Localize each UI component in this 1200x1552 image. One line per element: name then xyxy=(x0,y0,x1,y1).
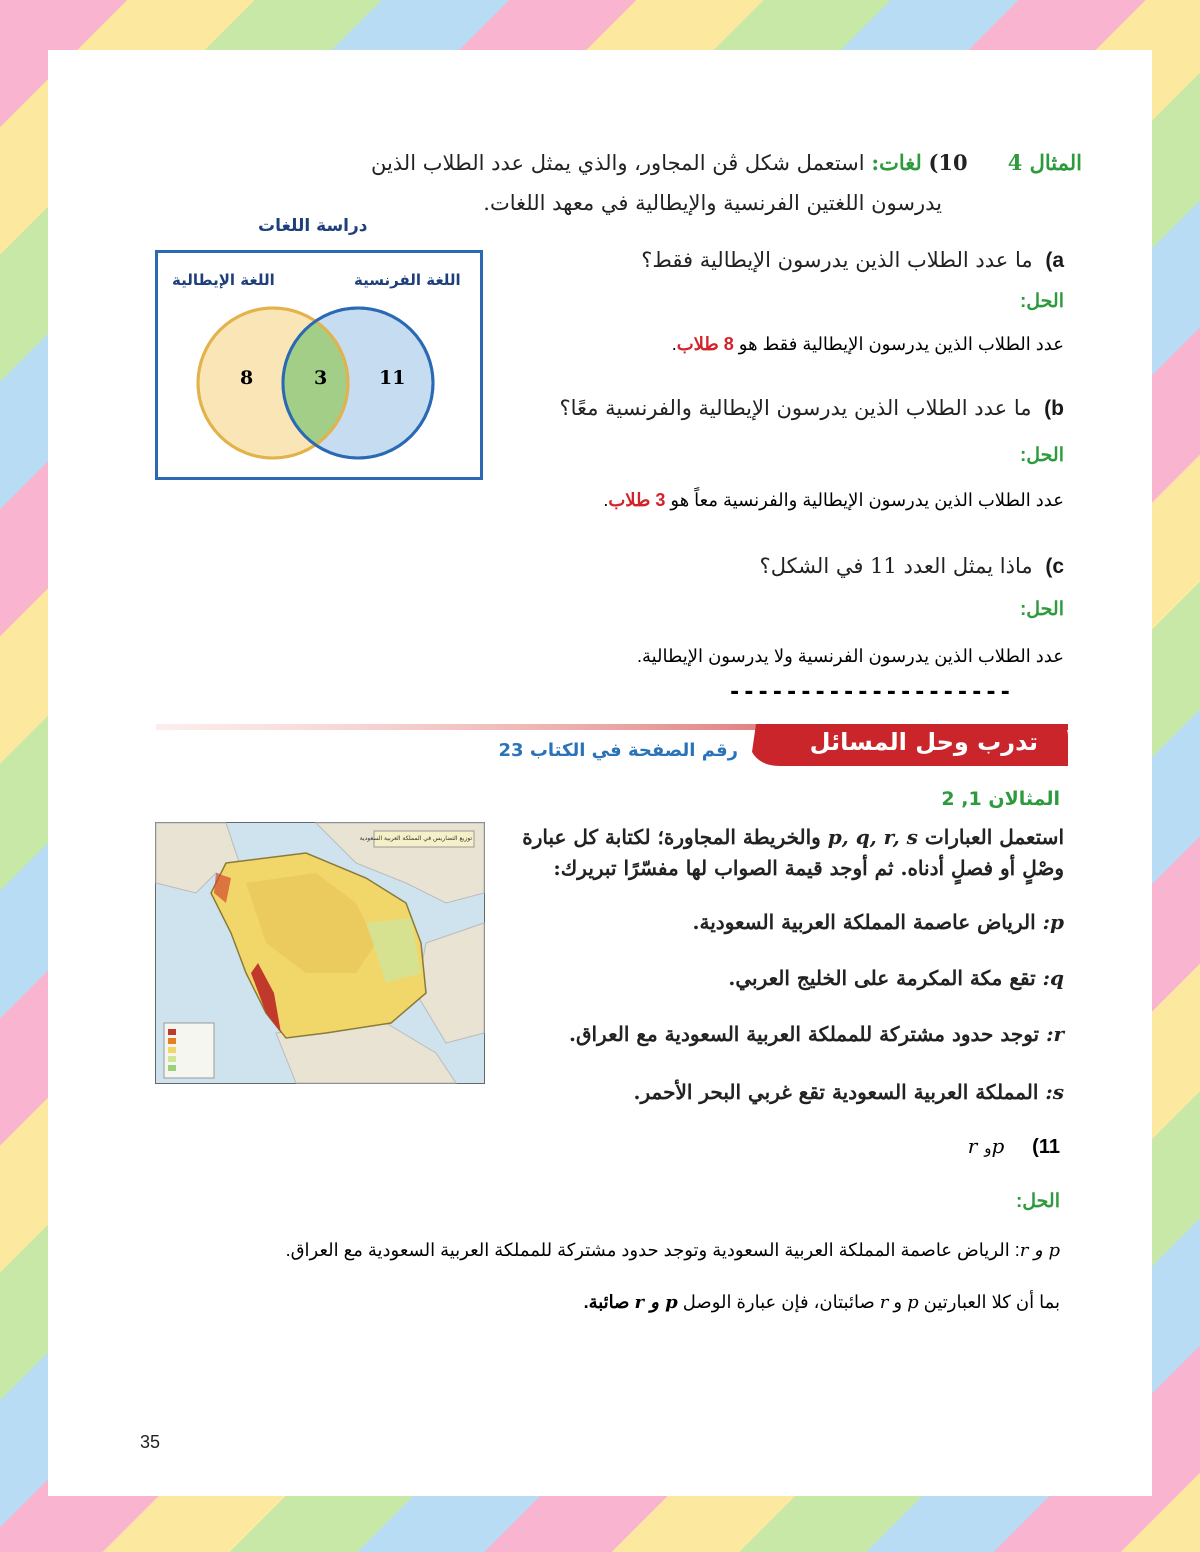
statement-q-text: تقع مكة المكرمة على الخليج العربي. xyxy=(728,966,1036,990)
answer-b-highlight: 3 طلاب xyxy=(608,490,666,510)
solution-label-a: الحل: xyxy=(1019,291,1064,312)
saudi-arabia-map xyxy=(155,822,485,1084)
solution-label-11: الحل: xyxy=(1015,1191,1060,1212)
answer-a: عدد الطلاب الذين يدرسون الإيطالية فقط هو 8 طلاب. xyxy=(671,334,1064,354)
statement-p-text: الرياض عاصمة المملكة العربية السعودية. xyxy=(692,910,1036,934)
statement-s xyxy=(484,1080,1064,1104)
problem-11-and: و xyxy=(984,1139,992,1157)
practice-intro-line2: وصْلٍ أو فصلٍ أدناه. ثم أوجد قيمة الصواب لها مفسّرًا تبريرك: xyxy=(553,856,1064,880)
statement-q-var: q: xyxy=(1042,966,1064,990)
answer-b-text: عدد الطلاب الذين يدرسون الإيطالية والفرنسية معاً هو xyxy=(665,490,1064,510)
question-b-letter: b) xyxy=(1044,397,1064,420)
answer-a-highlight: 8 طلاب xyxy=(676,334,734,354)
page-number: 35 xyxy=(140,1432,161,1452)
statement-q xyxy=(484,966,1064,990)
venn-value-french-only: 11 xyxy=(379,367,406,389)
solution-label-c: الحل: xyxy=(1019,599,1064,620)
question-c xyxy=(504,554,1064,579)
map-caption: توزيع التضاريس في المملكة العربية السعودية xyxy=(359,835,472,842)
answer-11-text: : الرياض عاصمة المملكة العربية السعودية وتوجد حدود مشتركة للمملكة العربية السعودية مع العراق. xyxy=(285,1240,1020,1260)
venn-value-italian-only: 8 xyxy=(240,367,254,389)
practice-intro xyxy=(484,820,1064,854)
venn-title: دراسة اللغات xyxy=(258,216,368,236)
answer-11-line1 xyxy=(60,1240,1060,1261)
page-reference: رقم الصفحة في الكتاب 23 xyxy=(498,740,738,761)
intro-part-b: والخريطة المجاورة؛ لكتابة كل عبارة xyxy=(522,825,821,849)
solution-label-b: الحل: xyxy=(1019,445,1064,466)
answer-c: عدد الطلاب الذين يدرسون الفرنسية ولا يدرسون الإيطالية. xyxy=(636,646,1064,666)
page xyxy=(48,50,1152,1496)
answer-b: عدد الطلاب الذين يدرسون الإيطالية والفرنسية معاً هو 3 طلاب. xyxy=(603,490,1064,510)
venn-label-french: اللغة الفرنسية xyxy=(354,271,461,289)
answer-11-conj: p و r xyxy=(634,1292,678,1313)
venn-diagram-frame xyxy=(155,250,483,480)
map-graphic xyxy=(156,823,484,1083)
problem-11-var-p: p xyxy=(991,1134,1005,1158)
problem-11-var-r: r xyxy=(967,1134,978,1158)
question-b-text: ما عدد الطلاب الذين يدرسون الإيطالية والفرنسية معًا؟ xyxy=(559,396,1032,420)
question-a-letter: a) xyxy=(1045,249,1064,272)
examples-label: المثالان 1, 2 xyxy=(941,788,1060,810)
example-label: المثال 4 xyxy=(1007,150,1082,175)
question-b xyxy=(504,396,1064,421)
intro-part-a: استعمل العبارات xyxy=(924,825,1064,849)
statement-s-text: المملكة العربية السعودية تقع غربي البحر الأحمر. xyxy=(633,1080,1039,1104)
answer-11-line2: بما أن كلا العبارتين p و r صائبتان، فإن عبارة الوصل p و r صائبة. xyxy=(583,1292,1060,1313)
example-header xyxy=(122,146,1082,180)
example-text-line2: يدرسون اللغتين الفرنسية والإيطالية في معهد اللغات. xyxy=(483,191,942,215)
answer-a-text: عدد الطلاب الذين يدرسون الإيطالية فقط هو xyxy=(733,334,1064,354)
statement-p-var: p: xyxy=(1042,910,1064,934)
practice-banner xyxy=(156,722,1068,772)
question-a xyxy=(504,248,1064,273)
statement-r xyxy=(484,1022,1064,1046)
topic-label: لغات: xyxy=(871,150,922,175)
problem-number: 10) xyxy=(928,150,968,175)
statement-r-text: توجد حدود مشتركة للمملكة العربية السعودية مع العراق. xyxy=(569,1022,1040,1046)
venn-value-both: 3 xyxy=(314,367,328,389)
problem-11-number: 11) xyxy=(1032,1136,1060,1158)
example-text-line1: استعمل شكل ڤن المجاور، والذي يمثل عدد الطلاب الذين xyxy=(370,151,865,175)
banner-title: تدرب وحل المسائل xyxy=(809,728,1038,756)
answer-11-result: صائبة. xyxy=(583,1292,630,1312)
statement-s-var: s: xyxy=(1045,1080,1064,1104)
problem-11 xyxy=(968,1134,1060,1159)
question-c-text: ماذا يمثل العدد 11 في الشكل؟ xyxy=(759,554,1033,578)
venn-label-italian: اللغة الإيطالية xyxy=(172,271,275,289)
dashed-divider: -------------------- xyxy=(728,680,1013,705)
question-a-text: ما عدد الطلاب الذين يدرسون الإيطالية فقط؟ xyxy=(641,248,1033,272)
answer-11-vars: p و r xyxy=(1019,1240,1060,1261)
intro-vars: p, q, r, s xyxy=(827,825,918,849)
statement-p xyxy=(484,910,1064,934)
question-c-letter: c) xyxy=(1045,555,1064,578)
statement-r-var: r: xyxy=(1046,1022,1064,1046)
